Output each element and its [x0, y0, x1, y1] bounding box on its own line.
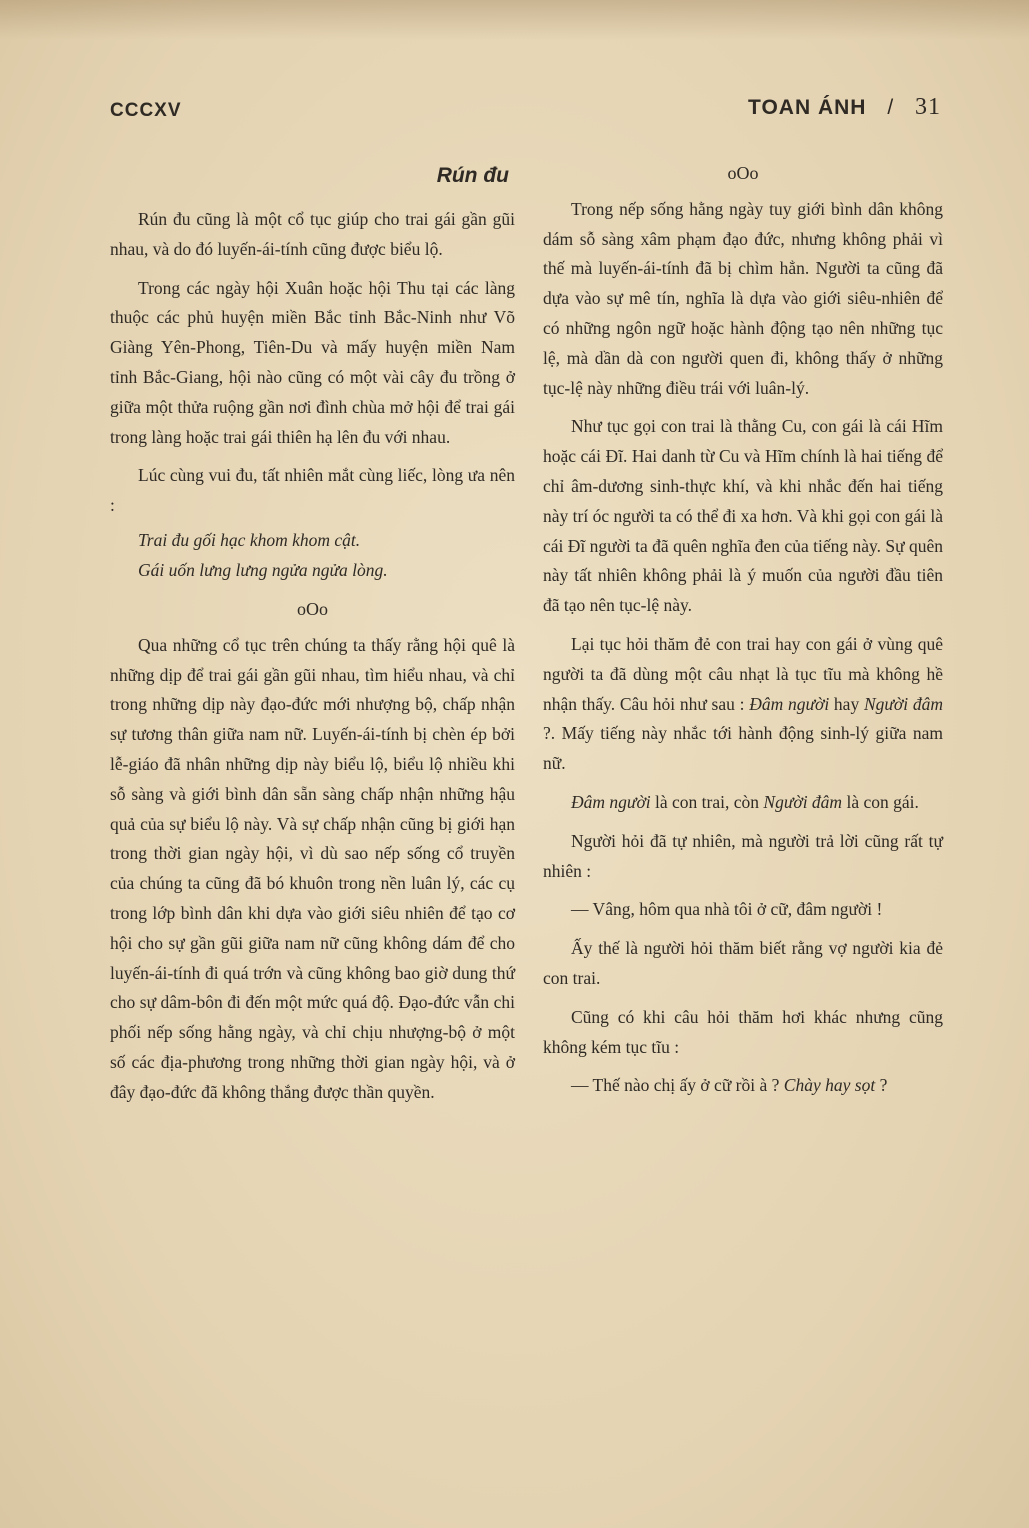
right-column — [543, 155, 943, 1110]
dialogue-line — [543, 1071, 943, 1101]
paragraph: Qua những cổ tục trên chúng ta thấy rằng hội quê là những dịp để trai gái gần gũi nhau, tìm hiểu nhau, và chỉ trong những dịp này đạo-đức mới nhượng bộ, chấp nhận sự tương thân giữa nam nữ. Luyến-ái-tính bị chèn ép bởi lễ-giáo đã nhân những dịp này biểu lộ, biểu lộ nhiều khi sỗ sàng và giới bình dân sẵn sàng chấp nhận những hậu quả của sự biểu lộ này. Và sự chấp nhận cũng bị giới hạn trong thời gian ngày hội, vì dù sao nếp sống cổ truyền của chúng ta cũng đã bó khuôn trong nền luân lý, các cụ trong lớp bình dân khi dựa vào giới siêu nhiên để tạo cơ hội cho sự gần gũi giữa nam nữ cũng không dám để cho luyến-ái-tính đi quá trớn và cũng không bao giờ dung thứ cho sự dâm-bôn đi đến một mức quá độ. Đạo-đức vẫn chi phối nếp sống hằng ngày, và chỉ chịu nhượng-bộ ở một số các địa-phương trong những thời gian ngày hội, và ở đây đạo-đức đã không thắng được thần quyền. — [110, 634, 515, 1102]
verse-line: Trai đu gối hạc khom khom cật. — [138, 529, 361, 550]
page-top-stain — [0, 0, 1029, 40]
italic-term: Chày hay sọt — [783, 1075, 876, 1096]
paragraph: Cũng có khi câu hỏi thăm hơi khác nhưng cũng không kém tục tĩu : — [543, 1006, 943, 1057]
page-number: 31 — [915, 94, 941, 120]
italic-term: Người đâm — [863, 693, 943, 714]
italic-term: Đâm người — [749, 693, 830, 714]
text-run: — Thế nào chị ấy ở cữ rồi à ? — [571, 1075, 784, 1096]
text-run: là con trai, còn — [650, 791, 764, 812]
verse-block — [110, 525, 515, 585]
italic-term: Người đâm — [763, 791, 843, 812]
section-title: Rún đu — [436, 164, 509, 187]
paragraph: Người hỏi đã tự nhiên, mà người trả lời cũng rất tự nhiên : — [543, 830, 943, 881]
header-slash: / — [887, 96, 895, 119]
text-run: ? — [875, 1075, 888, 1096]
paragraph: Ấy thế là người hỏi thăm biết rằng vợ người kia đẻ con trai. — [543, 938, 943, 988]
paragraph — [543, 788, 943, 818]
running-header-right — [748, 94, 941, 121]
text-run: ?. Mấy tiếng này nhắc tới hành động sinh-lý giữa nam nữ. — [543, 723, 943, 774]
paragraph: Rún đu cũng là một cổ tục giúp cho trai gái gần gũi nhau, và do đó luyến-ái-tính cũng được biểu lộ. — [110, 209, 515, 259]
text-run: Lại tục hỏi thăm đẻ con trai hay con gái ở vùng quê người ta đã dùng một câu nhạt là tục tĩu mà không hề nhận thấy. Câu hỏi như sau : — [543, 633, 943, 714]
section-separator: oOo — [727, 163, 759, 183]
text-run: là con gái. — [842, 791, 919, 812]
dialogue-line: — Vâng, hôm qua nhà tôi ở cữ, đâm người ! — [571, 899, 883, 920]
verse-line: Gái uốn lưng lưng ngửa ngửa lòng. — [138, 559, 388, 580]
paragraph: Trong các ngày hội Xuân hoặc hội Thu tại các làng thuộc các phủ huyện miền Bắc tỉnh Bắc-Ninh như Võ Giàng Yên-Phong, Tiên-Du và mấy huyện miền Nam tỉnh Bắc-Giang, hội nào cũng có một vài cây đu trồng ở giữa một thửa ruộng gần nơi đình chùa mở hội để trai gái trong làng hoặc trai gái thiên hạ lên đu với nhau. — [110, 277, 515, 447]
running-header-left: CCCXV — [110, 100, 182, 121]
paragraph — [543, 630, 943, 779]
text-run: hay — [829, 693, 864, 714]
header-author: TOAN ÁNH — [748, 96, 867, 119]
section-separator: oOo — [297, 598, 328, 619]
italic-term: Đâm người — [571, 791, 651, 812]
paragraph: Như tục gọi con trai là thằng Cu, con gái là cái Hĩm hoặc cái Đĩ. Hai danh từ Cu và Hĩm chính là hai tiếng để chỉ âm-dương sinh-thực khí, và khi nhắc đến hai tiếng này trí óc người ta có thể đi xa hơn. Và khi gọi con gái là cái Đĩ người ta đã quên nghĩa đen của tiếng này. Sự quên này tất nhiên không phải là ý muốn của người đầu tiên đã tạo nên tục-lệ này. — [543, 416, 943, 616]
paragraph: Trong nếp sống hằng ngày tuy giới bình dân không dám sỗ sàng xâm phạm đạo đức, nhưng không phải vì thế mà luyến-ái-tính đã bị chìm hẳn. Người ta cũng đã dựa vào sự mê tín, nghĩa là dựa vào giới siêu-nhiên để có những ngôn ngữ hoặc hành động tạo nên những tục lệ, mà dần dà con người quen đi, không thấy ở những tục-lệ này những điều trái với luân-lý. — [543, 198, 943, 398]
left-column — [110, 155, 515, 1117]
paragraph: Lúc cùng vui đu, tất nhiên mắt cùng liếc, lòng ưa nên : — [110, 465, 515, 516]
